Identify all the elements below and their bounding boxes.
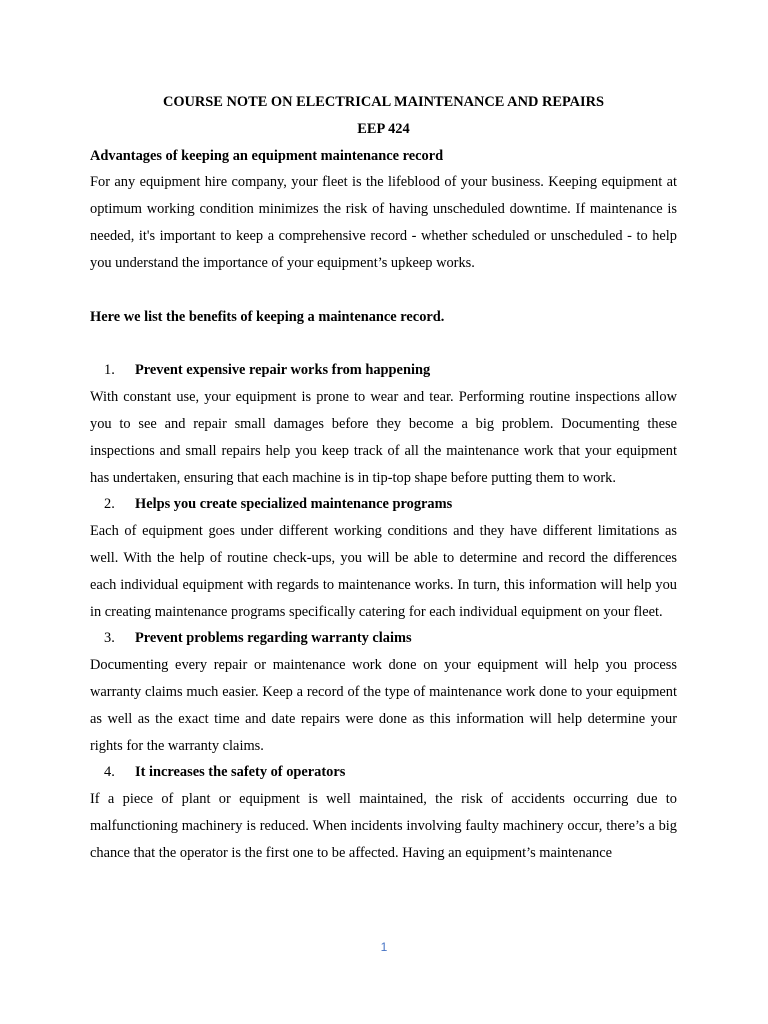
document-title: COURSE NOTE ON ELECTRICAL MAINTENANCE AND REPAIRS [162,94,605,110]
list-item-heading: Helps you create specialized maintenance programs [135,496,453,513]
list-item-title [90,759,677,786]
list-item-heading: It increases the safety of operators [135,764,346,781]
spacer [90,277,677,304]
list-item-heading: Prevent expensive repair works from happening [135,362,431,379]
list-item-number: 2. [104,496,115,513]
list-item-number: 3. [104,630,115,647]
list-item-body: Documenting every repair or maintenance work done on your equipment will help you process warranty claims much easier. Keep a record of the type of maintenance work done to your equipment as well as the exact time and date repairs were done as this information will help determine your rights for the warranty claims. [90,657,677,754]
list-item-title [90,491,677,518]
section-heading: Advantages of keeping an equipment maintenance record [90,147,444,164]
list-item-title [90,625,677,652]
list-item-title [90,357,677,384]
list-item-body: If a piece of plant or equipment is well maintained, the risk of accidents occurring due to malfunctioning machinery is reduced. When incidents involving faulty machinery occur, there’s a big chance that the operator is the first one to be affected. Having an equipment’s maintenance [90,791,677,861]
list-item-heading: Prevent problems regarding warranty claims [135,630,412,647]
list-item-number: 4. [104,764,115,781]
document-page [90,89,677,867]
list-item-body: With constant use, your equipment is prone to wear and tear. Performing routine inspections allow you to see and repair small damages before they become a big problem. Documenting these inspections and small repairs help you keep track of all the maintenance work that your equipment has undertaken, ensuring that each machine is in tip-top shape before putting them to work. [90,389,677,486]
list-heading: Here we list the benefits of keeping a maintenance record. [90,308,445,325]
course-code: EEP 424 [357,120,410,137]
spacer [90,330,677,357]
intro-paragraph: For any equipment hire company, your fleet is the lifeblood of your business. Keeping equipment at optimum working condition minimizes the risk of having unscheduled downtime. If maintenance is needed, it's important to keep a comprehensive record - whether scheduled or unscheduled - to help you understand the importance of your equipment’s upkeep works. [90,174,677,271]
page-number: 1 [380,940,388,954]
list-item-number: 1. [104,362,115,379]
list-item-body: Each of equipment goes under different working conditions and they have different limitations as well. With the help of routine check-ups, you will be able to determine and record the differences each individual equipment with regards to maintenance works. In turn, this information will help you in creating maintenance programs specifically catering for each individual equipment on your fleet. [90,523,677,620]
